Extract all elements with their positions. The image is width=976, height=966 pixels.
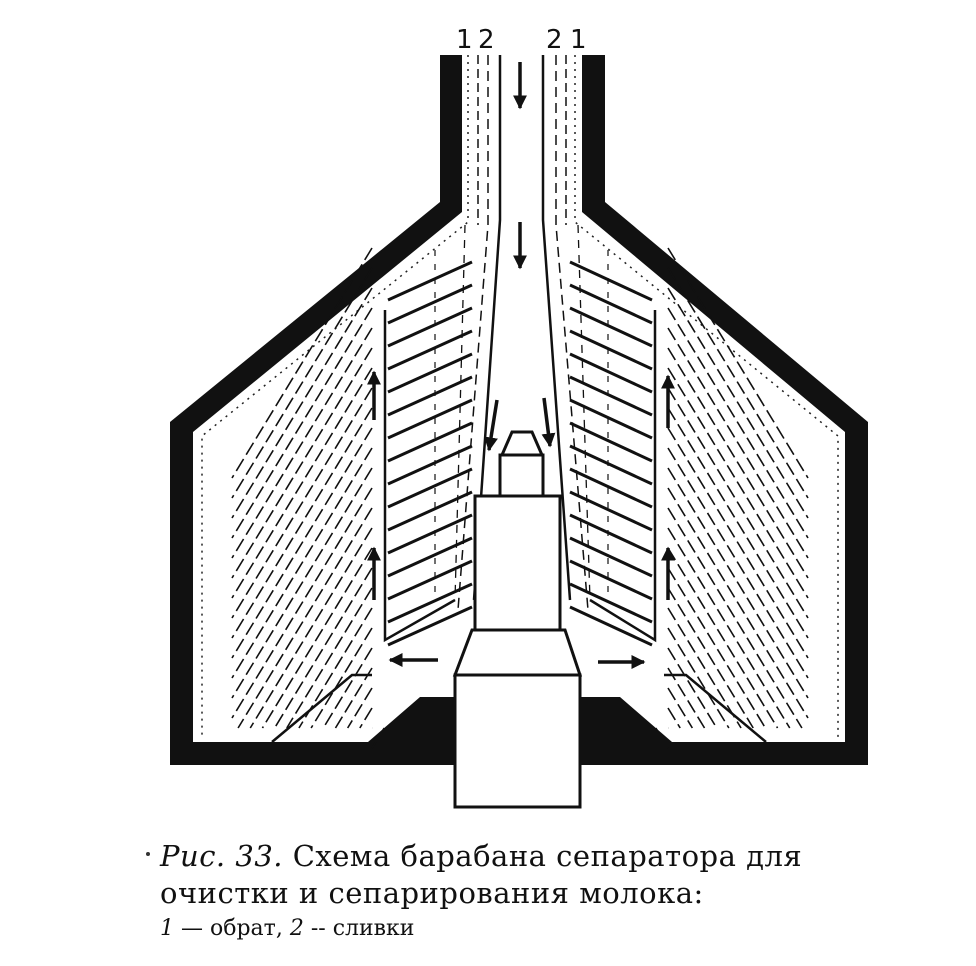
label-left-inner: 2 <box>478 25 495 55</box>
arrow-down-right <box>544 398 550 446</box>
disc-line <box>570 377 652 415</box>
disc-line <box>388 354 472 392</box>
disc-line <box>570 492 652 530</box>
liquid-line <box>287 588 372 728</box>
legend-text-1: — обрат, <box>174 916 290 941</box>
legend-number-1: 1 <box>160 916 174 941</box>
caption-title-1: Схема барабана сепаратора для <box>292 839 803 873</box>
figure-reference: Рис. 33. <box>160 839 283 873</box>
disc-line <box>388 469 472 507</box>
liquid-line <box>668 548 778 728</box>
hub-column <box>475 496 560 630</box>
liquid-line <box>668 608 741 728</box>
hub-neck <box>500 455 543 496</box>
liquid-line <box>262 548 372 728</box>
liquid-line <box>360 708 372 728</box>
disc-line <box>388 538 472 576</box>
disc-line <box>570 538 652 576</box>
disc-line <box>570 469 652 507</box>
liquid-line <box>348 688 372 728</box>
disc-line <box>388 561 472 599</box>
disc-line <box>570 400 652 438</box>
disc-line <box>388 584 472 622</box>
liquid-line <box>668 568 765 728</box>
liquid-line <box>668 588 753 728</box>
label-right-outer: 1 <box>570 25 587 55</box>
disc-line <box>388 607 472 645</box>
caption-line-1 <box>160 838 940 875</box>
disc-line <box>388 285 472 323</box>
liquid-line <box>323 648 372 728</box>
disc-line <box>388 492 472 530</box>
caption-title-2: очистки и сепарирования молока: <box>160 876 704 910</box>
hub-base-wedge-left <box>368 697 458 742</box>
disc-line <box>570 262 652 300</box>
liquid-line <box>311 628 372 728</box>
caption-line-2 <box>160 875 940 912</box>
liquid-line <box>668 508 802 728</box>
disc-line <box>388 331 472 369</box>
disc-line <box>570 354 652 392</box>
disc-line <box>570 308 652 346</box>
hub-base-block <box>455 675 580 807</box>
legend-number-2: 2 <box>289 916 304 941</box>
disc-line <box>388 377 472 415</box>
disc-line <box>570 561 652 599</box>
label-left-outer: 1 <box>456 25 473 55</box>
hub-cone <box>455 630 580 675</box>
disc-line <box>570 285 652 323</box>
label-right-inner: 2 <box>546 25 563 55</box>
liquid-line <box>668 648 717 728</box>
arrow-down-left <box>489 400 497 450</box>
disc-line <box>570 423 652 461</box>
liquid-line <box>275 568 372 728</box>
hub-base-wedge-right <box>580 697 672 742</box>
disc-line <box>570 584 652 622</box>
disc-line <box>388 400 472 438</box>
disc-line <box>388 515 472 553</box>
disc-line <box>570 446 652 484</box>
disc-line <box>388 446 472 484</box>
disc-line <box>388 262 472 300</box>
hub-cap <box>502 432 542 455</box>
liquid-line <box>668 628 729 728</box>
liquid-line <box>238 508 372 728</box>
disc-line <box>388 308 472 346</box>
caption-legend <box>160 914 940 944</box>
liquid-line <box>668 708 680 728</box>
bullet-dot <box>146 852 150 856</box>
legend-text-2: -- сливки <box>303 916 415 941</box>
disc-hatching-right-inner <box>570 262 652 645</box>
figure-caption <box>160 838 940 944</box>
liquid-line <box>668 688 692 728</box>
